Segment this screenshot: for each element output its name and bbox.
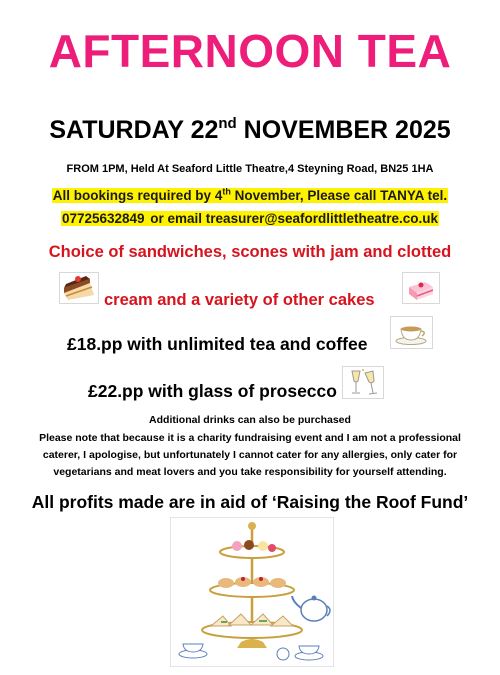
menu-line-2: cream and a variety of other cakes — [104, 291, 375, 309]
booking-suffix: th — [222, 186, 231, 197]
booking-prefix: All bookings required by 4 — [52, 188, 223, 203]
booking-email: or email treasurer@seafordlittletheatre.co.uk — [146, 211, 439, 226]
price-prosecco: £22.pp with glass of prosecco — [88, 381, 337, 401]
phone-number: 07725632849 — [61, 211, 145, 226]
venue-line: FROM 1PM, Held At Seaford Little Theatre,4 Steyning Road, BN25 1HA — [66, 163, 434, 175]
cake-stand-illustration — [170, 517, 334, 667]
disclaimer-note: Please note that because it is a charity fundraising event and I am not a professional caterer, I apologise, but unfortunately I cannot cater for any allergies, only cater for vegetarians and meat lovers and you take responsibility for yourself attending. — [39, 432, 461, 478]
pink-cake-icon — [402, 272, 440, 304]
booking-highlight-1 — [52, 188, 448, 203]
cake-slice-icon — [59, 272, 99, 304]
menu-line-1: Choice of sandwiches, scones with jam and clotted — [48, 243, 452, 261]
champagne-glasses-icon — [342, 366, 384, 399]
booking-line-2 — [0, 210, 500, 228]
booking-rest: November, Please call TANYA tel. — [230, 188, 448, 203]
date-rest: NOVEMBER 2025 — [236, 116, 451, 144]
date-prefix: SATURDAY 22 — [49, 116, 219, 144]
booking-line-1 — [0, 187, 500, 205]
price-tea: £18.pp with unlimited tea and coffee — [67, 334, 368, 354]
date-suffix: nd — [218, 115, 237, 132]
teacup-icon — [390, 316, 433, 349]
event-date — [0, 116, 500, 145]
event-title: AFTERNOON TEA — [48, 25, 452, 77]
additional-drinks: Additional drinks can also be purchased — [149, 414, 351, 426]
profits-statement: All profits made are in aid of ‘Raising the Roof Fund’ — [31, 492, 469, 512]
